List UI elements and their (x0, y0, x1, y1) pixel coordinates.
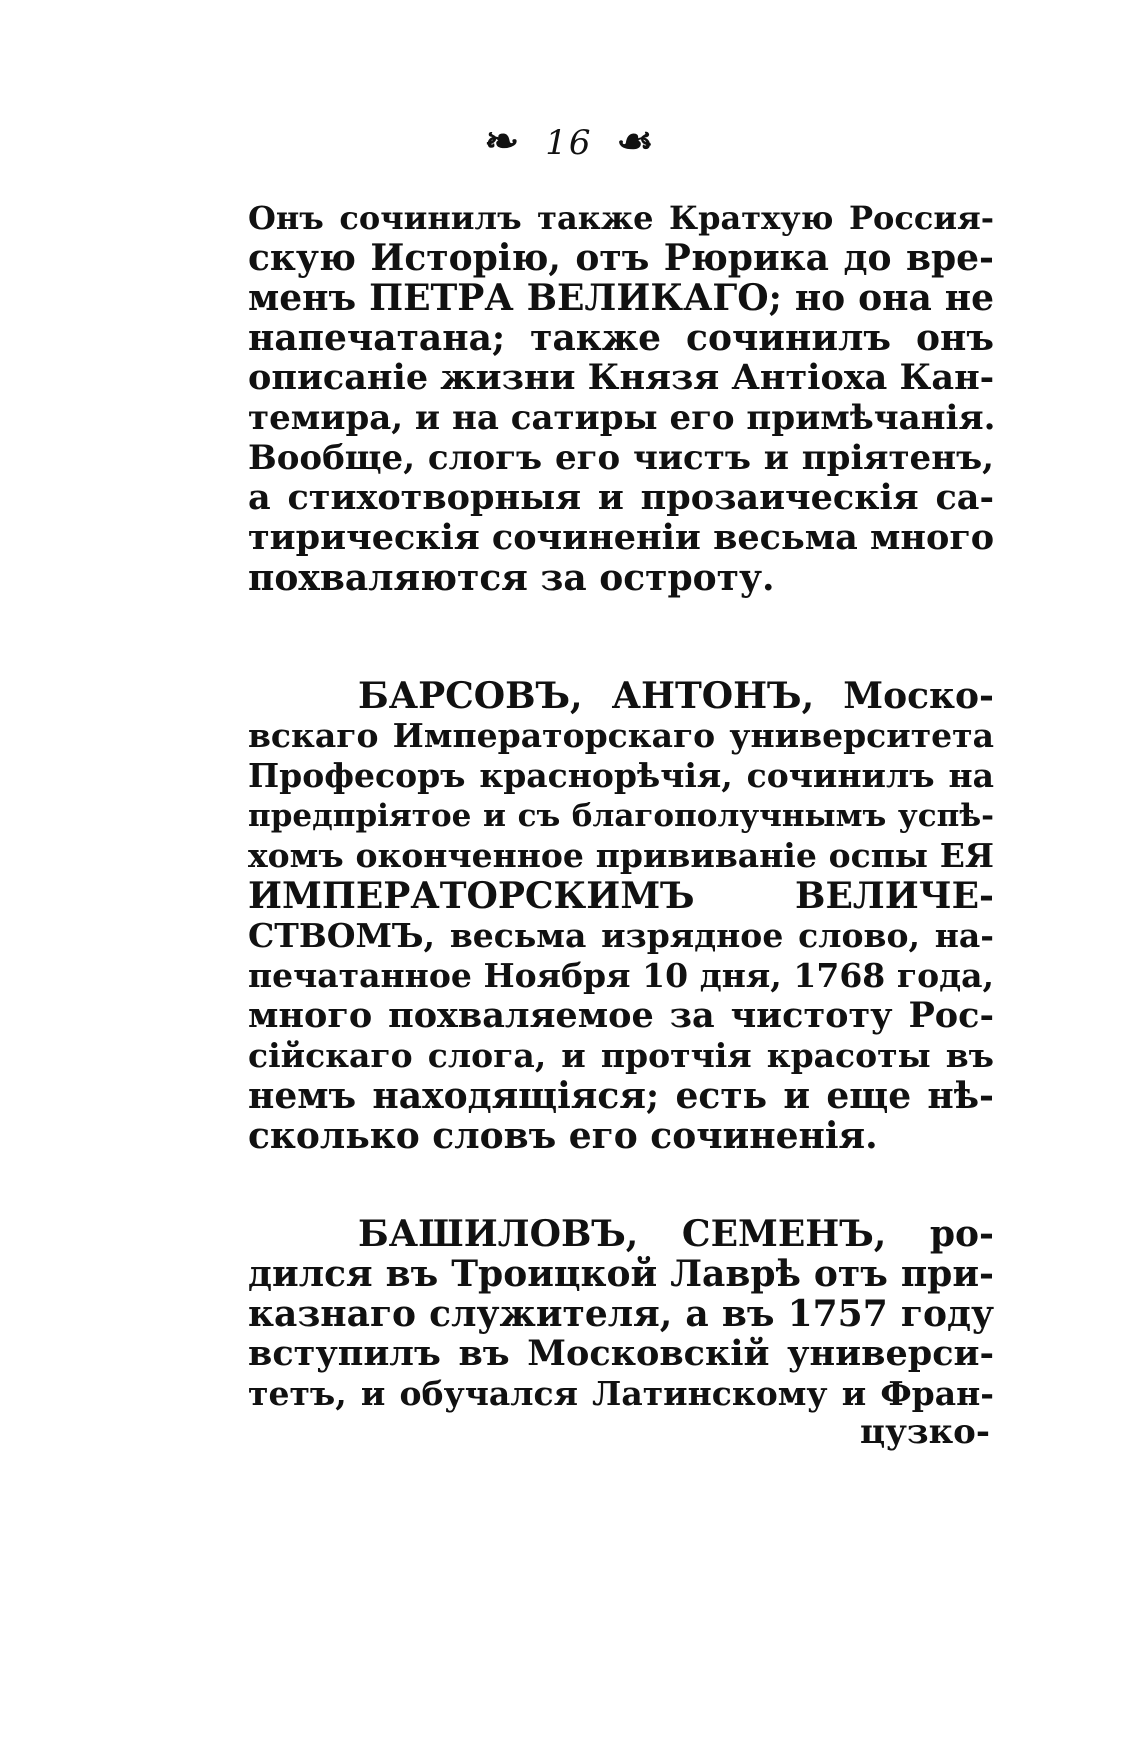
paragraph (248, 198, 994, 598)
text-line: Вообще, слогъ его чистъ и пріятенъ, (248, 438, 994, 478)
text-line: немъ находящіяся; есть и еще нѣ- (248, 1075, 994, 1117)
text-line: печатанное Ноября 10 дня, 1768 года, (248, 956, 994, 995)
text-line: Онъ сочинилъ также Кратхую Россия- (248, 199, 994, 237)
text-line: сійскаго слога, и протчія красоты въ (248, 1036, 994, 1075)
text-line: хомъ оконченное прививаніе оспы ЕЯ (248, 836, 994, 875)
page-header (0, 118, 1140, 163)
paragraph (248, 1214, 994, 1414)
text-line: описаніе жизни Князя Антіоха Кан- (248, 357, 995, 398)
text-line: темира, и на сатиры его примѣчанія. (248, 398, 996, 438)
text-line: похваляются за остроту. (248, 557, 775, 599)
page-body (248, 198, 994, 1414)
text-line: много похваляемое за чистоту Рос- (248, 995, 994, 1036)
ornament-right-icon: ☙ (615, 118, 656, 163)
text-line: предпріятое и съ благополучнымъ успѣ- (248, 798, 994, 834)
text-line: БАРСОВЪ, АНТОНЪ, Моско- (358, 675, 994, 717)
text-line: дился въ Троицкой Лаврѣ отъ при- (248, 1253, 994, 1295)
paragraph (248, 676, 994, 1156)
text-line: менъ ПЕТРА ВЕЛИКАГО; но она не (248, 277, 994, 319)
text-line: БАШИЛОВЪ, СЕМЕНЪ, ро- (358, 1213, 994, 1255)
text-line: скую Исторію, отъ Рюрика до вре- (248, 237, 994, 279)
text-line: Професоръ краснорѣчія, сочинилъ на (248, 756, 994, 795)
page-number: 16 (545, 123, 593, 163)
text-line: напечатана; также сочинилъ онъ (248, 317, 994, 359)
text-line: а стихотворныя и прозаическія са- (248, 477, 994, 518)
ornament-left-icon: ❧ (484, 118, 522, 163)
text-line: вскаго Императорскаго университета (248, 716, 994, 755)
text-line: сколько словъ его сочиненія. (248, 1115, 878, 1157)
text-line: вступилъ въ Московскій универси- (248, 1333, 994, 1374)
text-line: тетъ, и обучался Латинскому и Фран- (248, 1374, 994, 1413)
catchword: цузко- (860, 1412, 990, 1452)
text-line: казнаго служителя, а въ 1757 году (248, 1293, 994, 1335)
text-line: ИМПЕРАТОРСКИМЪ ВЕЛИЧЕ- (248, 875, 994, 917)
text-line: тирическія сочиненіи весьма много (248, 517, 995, 558)
text-line: СТВОМЪ, весьма изрядное слово, на- (248, 916, 994, 955)
